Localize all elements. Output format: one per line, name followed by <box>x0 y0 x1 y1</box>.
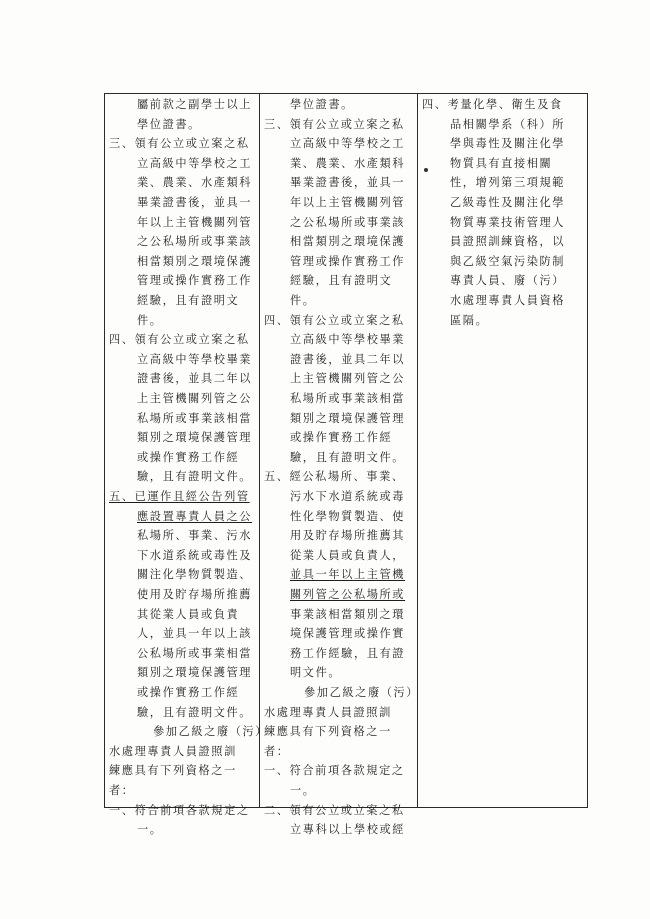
text-line: 下水道系統或毒性及 <box>137 548 253 562</box>
text-line: 四、考量化學、衛生及食 <box>422 98 563 111</box>
text-line: 四、領有公立或立案之私 <box>109 333 250 347</box>
text-line: 屬前款之副學士以上 <box>137 98 253 111</box>
column-current-text <box>260 94 420 837</box>
text-line: 立高級中等學校之工 <box>137 156 253 170</box>
text-line: 管理或操作實務工作 <box>137 274 253 288</box>
text-line: 污水下水道系統或毒 <box>290 490 406 503</box>
text-line: 一。 <box>137 823 163 837</box>
text-line: 境保護管理或操作實 <box>290 627 406 641</box>
text-line: 者： <box>109 784 135 797</box>
text-line: 三、領有公立或立案之私 <box>264 117 405 131</box>
text-line: 學位證書。 <box>137 117 201 131</box>
text-line: 私場所、事業、污水 <box>137 529 253 543</box>
text-line: 經驗，且有證明文 <box>290 274 393 288</box>
text-line: 學與毒性及關注化學 <box>450 137 566 151</box>
text-line: 物質專業技術管理人 <box>450 215 566 229</box>
text-line: 立專科以上學校或經 <box>290 823 406 837</box>
text-line: 五、已運作且經公告列管 <box>109 490 250 503</box>
text-line: 類別之環境保護管理 <box>137 431 253 445</box>
text-line: 練應具有下列資格之一 <box>109 764 237 778</box>
text-line: 物質具有直接相關 <box>450 156 553 170</box>
text-line: 立高級中等學校畢業 <box>137 352 253 366</box>
text-line: 公私場所或事業相當 <box>137 646 253 660</box>
text-line: 上主管機關列管之公 <box>137 392 253 405</box>
text-line: 一、符合前項各款規定之 <box>109 803 250 817</box>
text-line: 或操作實務工作經 <box>290 431 393 445</box>
text-line: 性化學物質製造、使 <box>290 509 406 523</box>
text-line: 經驗，且有證明文 <box>137 294 240 307</box>
text-line: 專責人員、廢（污） <box>450 274 566 288</box>
text-line: 品相關學系（科）所 <box>450 117 566 131</box>
text-line: 學位證書。 <box>290 98 354 111</box>
text-line: 私場所或事業該相當 <box>290 392 406 405</box>
text-line: 之公私場所或事業該 <box>290 215 406 229</box>
text-line: 者： <box>264 744 290 758</box>
text-line: 類別之環境保護管理 <box>290 411 406 425</box>
text-line: 區隔。 <box>450 313 489 327</box>
text-line: 水處理專責人員證照訓 <box>264 705 392 719</box>
text-line: 類別之環境保護管理 <box>137 666 253 680</box>
text-line: 其從業人員或負責 <box>137 607 240 621</box>
text-line: 四、領有公立或立案之私 <box>264 313 405 327</box>
text-line: 件。 <box>290 294 316 307</box>
text-line: 參加乙級之廢（污） <box>153 725 269 739</box>
text-line: 驗，且有證明文件。 <box>137 470 253 484</box>
text-line: 一、符合前項各款規定之 <box>264 764 405 778</box>
text-line: 相當類別之環境保護 <box>137 254 253 268</box>
text-line: 事業該相當類別之環 <box>290 607 406 621</box>
text-line: 用及貯存場所推薦其 <box>290 529 406 543</box>
text-line: 一。 <box>290 784 316 797</box>
text-line: 驗，且有證明文件。 <box>137 705 253 719</box>
text-line: 年以上主管機關列管 <box>290 196 406 209</box>
text-line: 之公私場所或事業該 <box>137 235 253 249</box>
text-line: 五、經公私場所、事業、 <box>264 470 405 484</box>
text-line: 相當類別之環境保護 <box>290 235 406 249</box>
column-explanation <box>418 94 588 807</box>
text-line: 立高級中等學校之工 <box>290 137 406 151</box>
comparison-table <box>104 93 588 837</box>
text-line: 水處理專責人員資格 <box>450 294 566 307</box>
text-line: 關列管之公私場所或 <box>290 588 406 601</box>
column-amended-text <box>105 94 269 837</box>
text-line: 水處理專責人員證照訓 <box>109 744 237 758</box>
text-line: 員證照訓練資格，以 <box>450 235 566 249</box>
text-line: 練應具有下列資格之一 <box>264 725 392 739</box>
text-line: 乙級毒性及關注化學 <box>450 196 566 209</box>
text-line: 或操作實務工作經 <box>137 450 240 464</box>
text-line: 件。 <box>137 313 163 327</box>
text-line: 並具一年以上主管機 <box>290 568 406 582</box>
text-line: 二、領有公立或立案之私 <box>264 803 405 817</box>
text-line: 管理或操作實務工作 <box>290 254 406 268</box>
text-line: 畢業證書後，並具一 <box>137 196 253 209</box>
text-line: 私場所或事業該相當 <box>137 411 253 425</box>
text-line: 與乙級空氣污染防制 <box>450 254 566 268</box>
text-line: 驗，且有證明文件。 <box>290 450 406 464</box>
text-line: 使用及貯存場所推薦 <box>137 588 253 601</box>
text-line: 從業人員或負責人， <box>290 548 406 562</box>
text-line: 或操作實務工作經 <box>137 686 240 699</box>
text-line: 三、領有公立或立案之私 <box>109 137 250 151</box>
text-line: 畢業證書後，並具一 <box>290 176 406 190</box>
text-line: 應設置專責人員之公 <box>137 509 253 523</box>
text-line: 參加乙級之廢（污） <box>304 686 420 699</box>
text-line: 務工作經驗，且有證 <box>290 646 406 660</box>
text-line: 明文件。 <box>290 666 342 680</box>
text-line: 證書後，並具二年以 <box>290 352 406 366</box>
text-line: 人，並具一年以上該 <box>137 627 253 641</box>
text-line: 業、農業、水產類科 <box>290 156 406 170</box>
text-line: 立高級中等學校畢業 <box>290 333 406 347</box>
text-line: 上主管機關列管之公 <box>290 372 406 386</box>
text-line: 年以上主管機關列管 <box>137 215 253 229</box>
text-line: 證書後，並具二年以 <box>137 372 253 386</box>
text-line: 性，增列第三項規範 <box>450 176 566 190</box>
text-line: 業、農業、水產類科 <box>137 176 253 190</box>
text-line: 關注化學物質製造、 <box>137 568 253 582</box>
